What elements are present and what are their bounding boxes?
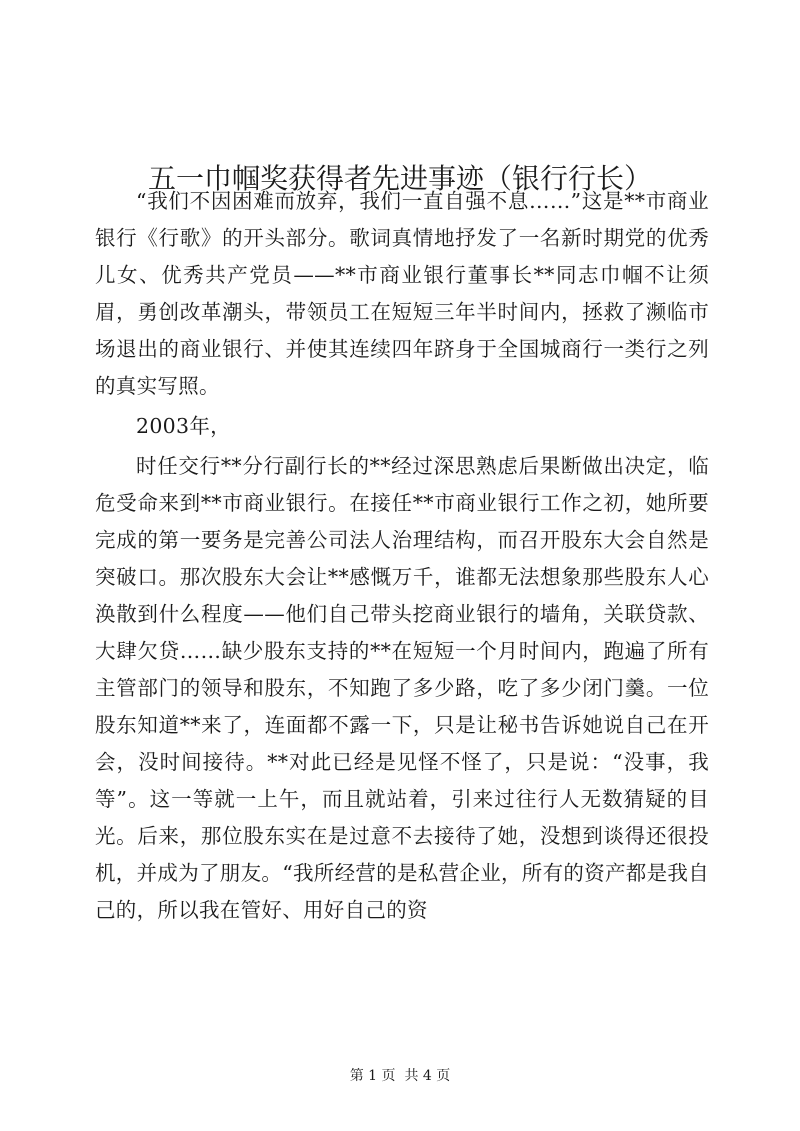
paragraph-year: 2003年， (136, 414, 231, 438)
page-number-label: 第 1 页 共 4 页 (349, 1068, 451, 1084)
paragraph-main: 时任交行**分行副行长的**经过深思熟虑后果断做出决定，临危受命来到**市商业银行。在接任**市商业银行工作之初，她所要完成的第一要务是完善公司法人治理结构，而召开股东大会自然是突破口。那次股东大会让**感慨万千，谁都无法想象那些股东人心涣散到什么程度——他们自己带头挖商业银行的墙角，关联贷款、大肆欠贷……缺少股东支持的**在短短一个月时间内，跑遍了所有主管部门的领导和股东，不知跑了多少路，吃了多少闭门羹。一位股东知道**来了，连面都不露一下，只是让秘书告诉她说自己在开会，没时间接待。**对此已经是见怪不怪了，只是说：“没事，我等”。这一等就一上午，而且就站着，引来过往行人无数猜疑的目光。后来，那位股东实在是过意不去接待了她，没想到谈得还很投机，并成为了朋友。“我所经营的是私营企业，所有的资产都是我自己的，所以我在管好、用好自己的资 (95, 454, 709, 922)
document-title: 五一巾帼奖获得者先进事迹（银行行长） (147, 161, 652, 195)
paragraph-intro: “我们不因困难而放弃，我们一直自强不息……”这是**市商业银行《行歌》的开头部分。歌词真情地抒发了一名新时期党的优秀儿女、优秀共产党员——**市商业银行董事长**同志巾帼不让须眉，勇创改革潮头，带领员工在短短三年半时间内，拯救了濒临市场退出的商业银行、并使其连续四年跻身于全国城商行一类行之列的真实写照。 (95, 189, 709, 398)
page-footer (0, 1066, 800, 1086)
document-body (95, 183, 709, 929)
